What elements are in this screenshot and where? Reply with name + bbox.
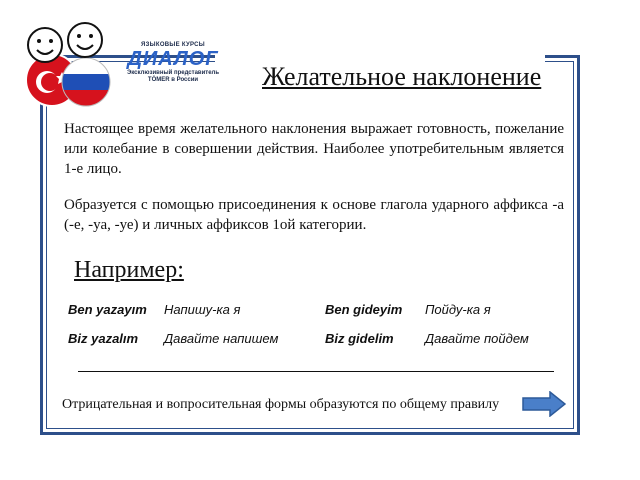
next-arrow-icon[interactable] (522, 391, 566, 417)
example-russian: Напишу-ка я (164, 302, 241, 317)
page-title: Желательное наклонение (262, 62, 542, 91)
divider-line (78, 371, 554, 372)
example-turkish: Biz yazalım (68, 331, 139, 346)
example-russian: Пойду-ка я (425, 302, 491, 317)
slide-frame-inner (46, 61, 574, 429)
example-russian: Давайте напишем (164, 331, 279, 346)
brand-subtitle-2: TÖMER в России (147, 77, 199, 83)
example-turkish: Biz gidelim (325, 331, 394, 346)
brand-block (118, 42, 228, 84)
examples-heading: Например: (74, 257, 184, 283)
footer-note: Отрицательная и вопросительная формы образуются по общему правилу (62, 397, 500, 412)
example-turkish: Ben gideyim (325, 302, 403, 317)
brand-subtitle-1: Эксклюзивный представитель (126, 70, 220, 76)
brand-caption: ЯЗЫКОВЫЕ КУРСЫ (141, 42, 205, 48)
example-turkish: Ben yazayım (68, 302, 147, 317)
brand-name: ДИАЛОГ (127, 48, 219, 70)
logo-icon (10, 10, 130, 110)
paragraph-meaning: Настоящее время желательного наклонения выражает готовность, пожелание или колебание в совершении действия. Наиболее употребительным является 1-е лицо. (64, 121, 564, 177)
paragraph-formation: Образуется с помощью присоединения к основе глагола ударного аффикса -а (-е, -уа, -уе) и личных аффиксов 1ой категории. (64, 197, 564, 233)
example-russian: Давайте пойдем (425, 331, 529, 346)
